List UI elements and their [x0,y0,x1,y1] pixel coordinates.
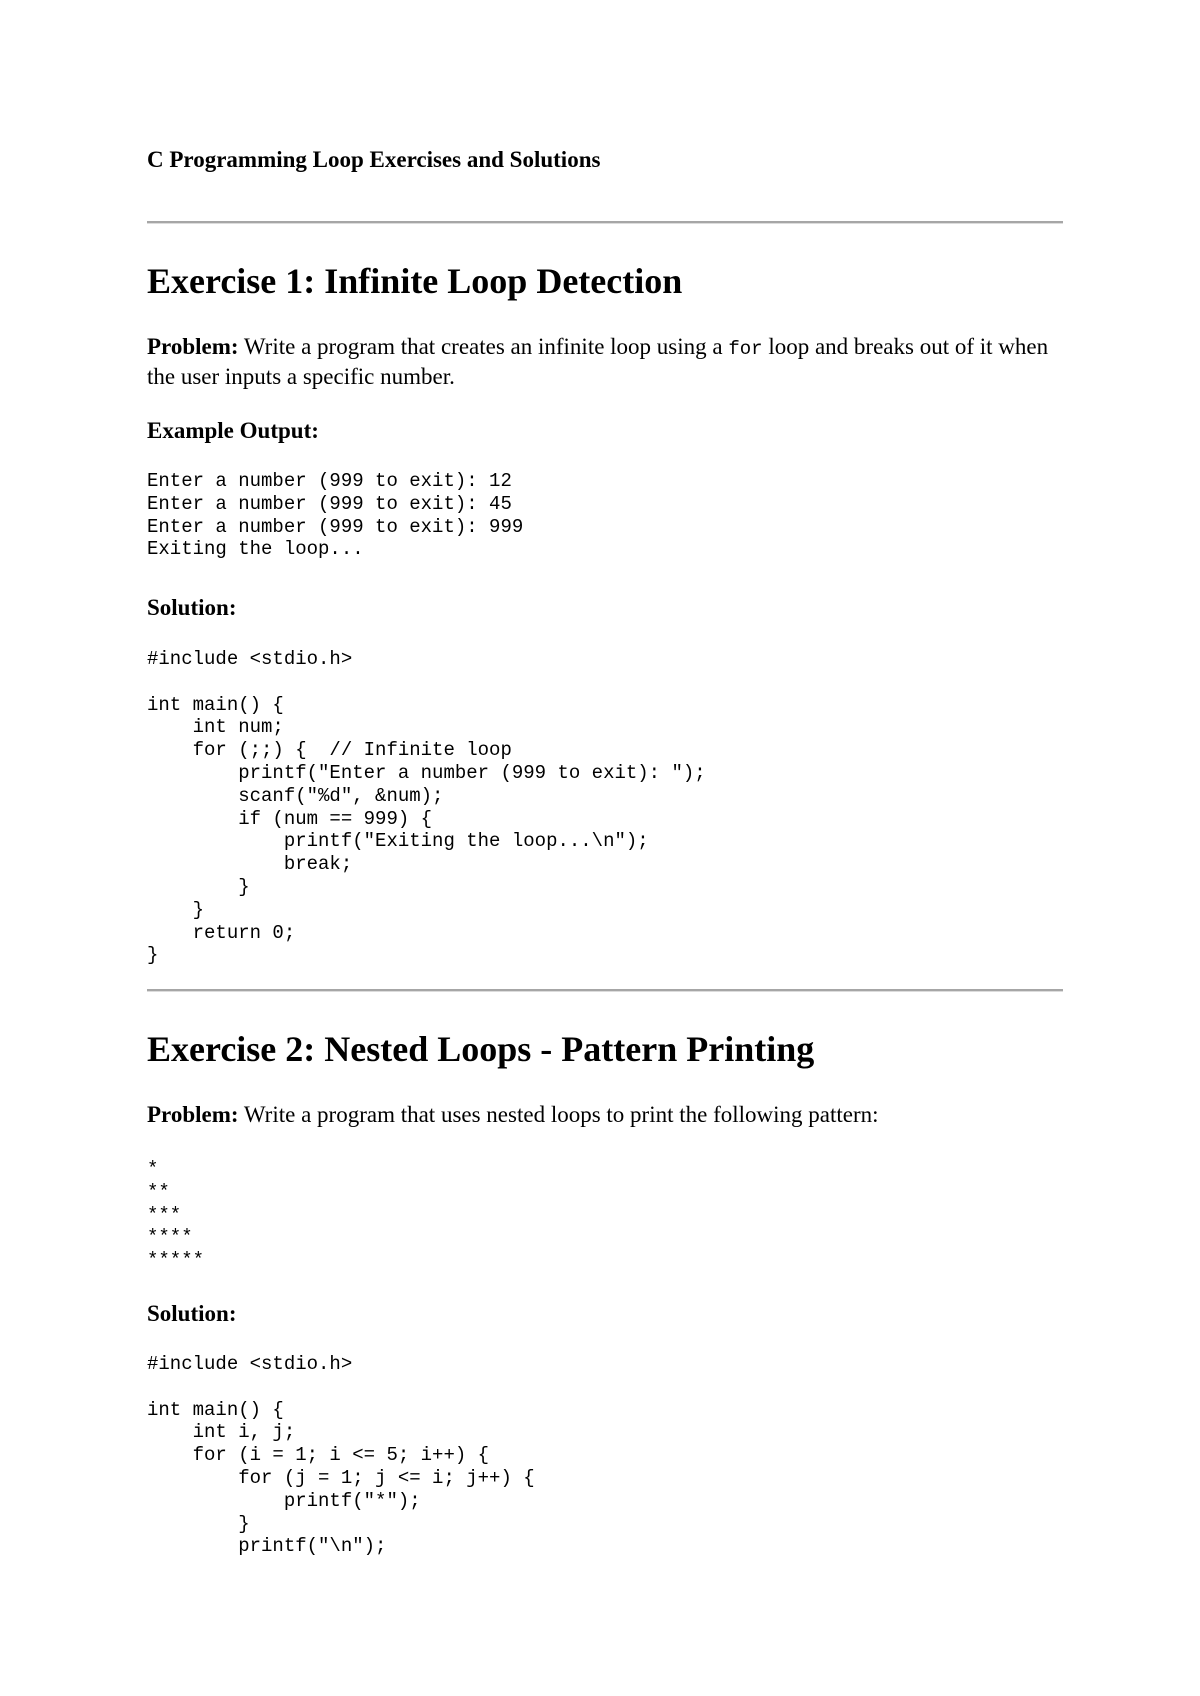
solution-label: Solution: [147,595,237,620]
problem-label: Problem: [147,334,239,359]
exercise-2-problem [147,1101,1063,1129]
problem-text-continued: loop and breaks out of it when the user inputs a specific number. [147,334,1049,389]
solution-code-block: #include <stdio.h> int main() { int num; for (;;) { // Infinite loop printf("Enter a number (999 to exit): "); scanf("%d", &num); if (num == 999) { printf("Exiting the loop...\n"); break; } } return 0; } [147,648,706,967]
problem-text: Write a program that creates an infinite loop using a [238,334,729,359]
section-divider [147,221,1063,224]
exercise-1-heading: Exercise 1: Infinite Loop Detection [147,261,683,301]
problem-label: Problem: [147,1102,239,1127]
inline-code-for: for [728,338,763,360]
solution-label: Solution: [147,1301,237,1326]
example-output-label: Example Output: [147,418,319,443]
exercise-2-heading: Exercise 2: Nested Loops - Pattern Printing [147,1029,815,1069]
pattern-block: * ** *** **** ***** [147,1158,205,1272]
exercise-1-problem [147,333,1063,391]
example-output-block: Enter a number (999 to exit): 12 Enter a number (999 to exit): 45 Enter a number (999 to exit): 999 Exiting the loop... [147,470,524,561]
solution-code-block: #include <stdio.h> int main() { int i, j; for (i = 1; i <= 5; i++) { for (j = 1; j <= i; j++) { printf("*"); } printf("\n"); [147,1353,535,1558]
section-divider [147,989,1063,992]
problem-text: Write a program that uses nested loops to print the following pattern: [238,1102,879,1127]
document-title: C Programming Loop Exercises and Solutions [147,147,601,172]
